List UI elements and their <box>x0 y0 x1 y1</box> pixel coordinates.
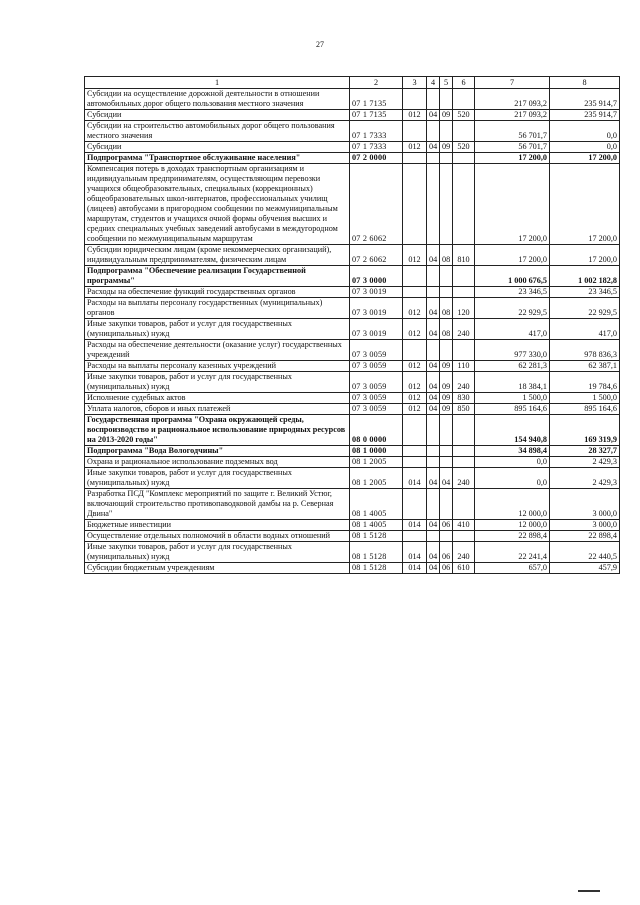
table-row <box>85 319 620 340</box>
row-type <box>453 446 475 457</box>
row-value-2014: 12 000,0 <box>475 489 550 520</box>
row-value-2014: 34 898,4 <box>475 446 550 457</box>
row-subsection <box>440 121 453 142</box>
row-type <box>453 457 475 468</box>
row-type <box>453 153 475 164</box>
row-name: Субсидии <box>85 110 350 121</box>
table-row <box>85 563 620 574</box>
row-value-2014: 1 000 676,5 <box>475 266 550 287</box>
row-section: 04 <box>427 245 440 266</box>
row-subsection <box>440 266 453 287</box>
row-subsection <box>440 489 453 520</box>
row-ministry: 012 <box>403 404 427 415</box>
row-name: Субсидии на осуществление дорожной деятельности в отношении автомобильных дорог общего пользования местного значения <box>85 89 350 110</box>
row-subsection: 09 <box>440 372 453 393</box>
row-value-2015: 28 327,7 <box>550 446 620 457</box>
row-code: 07 1 7135 <box>350 110 403 121</box>
row-ministry: 012 <box>403 393 427 404</box>
row-code: 08 0 0000 <box>350 415 403 446</box>
row-ministry: 014 <box>403 520 427 531</box>
row-value-2014: 22 241,4 <box>475 542 550 563</box>
table-row <box>85 372 620 393</box>
row-value-2015: 978 836,3 <box>550 340 620 361</box>
row-ministry <box>403 153 427 164</box>
table-row <box>85 287 620 298</box>
row-type: 850 <box>453 404 475 415</box>
header-cell: 8 <box>550 77 620 89</box>
row-section: 04 <box>427 298 440 319</box>
header-cell: 4 <box>427 77 440 89</box>
row-value-2015: 3 000,0 <box>550 520 620 531</box>
row-ministry: 014 <box>403 468 427 489</box>
row-name: Иные закупки товаров, работ и услуг для государственных (муниципальных) нужд <box>85 319 350 340</box>
row-subsection: 08 <box>440 245 453 266</box>
table-row <box>85 393 620 404</box>
row-name: Субсидии юридическим лицам (кроме некоммерческих организаций), индивидуальным предпринимателям, физическим лицам <box>85 245 350 266</box>
row-ministry: 012 <box>403 298 427 319</box>
row-subsection <box>440 457 453 468</box>
row-code: 07 3 0059 <box>350 361 403 372</box>
row-subsection <box>440 164 453 245</box>
header-cell: 6 <box>453 77 475 89</box>
row-name: Расходы на обеспечение деятельности (оказание услуг) государственных учреждений <box>85 340 350 361</box>
row-section: 04 <box>427 393 440 404</box>
row-subsection <box>440 415 453 446</box>
row-value-2014: 217 093,2 <box>475 110 550 121</box>
header-cell: 3 <box>403 77 427 89</box>
row-subsection: 06 <box>440 542 453 563</box>
row-name: Расходы на выплаты персоналу государственных (муниципальных) органов <box>85 298 350 319</box>
row-value-2014: 154 940,8 <box>475 415 550 446</box>
row-section <box>427 489 440 520</box>
row-subsection: 04 <box>440 468 453 489</box>
row-ministry <box>403 121 427 142</box>
row-subsection: 09 <box>440 361 453 372</box>
row-subsection <box>440 340 453 361</box>
row-section: 04 <box>427 319 440 340</box>
row-value-2015: 0,0 <box>550 121 620 142</box>
row-subsection: 06 <box>440 563 453 574</box>
row-type <box>453 121 475 142</box>
row-value-2014: 12 000,0 <box>475 520 550 531</box>
row-type <box>453 287 475 298</box>
row-value-2015: 0,0 <box>550 142 620 153</box>
row-type <box>453 164 475 245</box>
row-section <box>427 340 440 361</box>
budget-table <box>84 76 620 574</box>
row-value-2015: 2 429,3 <box>550 468 620 489</box>
row-ministry <box>403 266 427 287</box>
table-row <box>85 489 620 520</box>
row-ministry: 014 <box>403 563 427 574</box>
row-name: Охрана и рациональное использование подземных вод <box>85 457 350 468</box>
row-type: 240 <box>453 319 475 340</box>
row-section <box>427 266 440 287</box>
row-ministry <box>403 340 427 361</box>
row-section: 04 <box>427 542 440 563</box>
row-name: Подпрограмма "Обеспечение реализации Государственной программы" <box>85 266 350 287</box>
table-row <box>85 110 620 121</box>
row-code: 07 3 0059 <box>350 340 403 361</box>
row-type <box>453 531 475 542</box>
row-subsection: 09 <box>440 393 453 404</box>
row-value-2015: 3 000,0 <box>550 489 620 520</box>
row-section: 04 <box>427 142 440 153</box>
row-ministry: 012 <box>403 319 427 340</box>
row-code: 07 1 7135 <box>350 89 403 110</box>
row-subsection <box>440 89 453 110</box>
row-value-2014: 0,0 <box>475 457 550 468</box>
row-type <box>453 340 475 361</box>
row-subsection: 09 <box>440 110 453 121</box>
row-name: Разработка ПСД "Комплекс мероприятий по защите г. Великий Устюг, включающий строительство противопаводковой дамбы на р. Северная Двина" <box>85 489 350 520</box>
row-value-2015: 22 440,5 <box>550 542 620 563</box>
row-section: 04 <box>427 372 440 393</box>
row-code: 07 2 6062 <box>350 245 403 266</box>
row-code: 07 3 0000 <box>350 266 403 287</box>
row-value-2014: 56 701,7 <box>475 142 550 153</box>
row-section <box>427 287 440 298</box>
row-section <box>427 121 440 142</box>
row-type: 240 <box>453 372 475 393</box>
row-ministry <box>403 164 427 245</box>
row-name: Иные закупки товаров, работ и услуг для государственных (муниципальных) нужд <box>85 372 350 393</box>
table-row <box>85 446 620 457</box>
row-name: Расходы на обеспечение функций государственных органов <box>85 287 350 298</box>
row-value-2015: 19 784,6 <box>550 372 620 393</box>
row-section <box>427 531 440 542</box>
row-code: 07 2 0000 <box>350 153 403 164</box>
row-subsection: 06 <box>440 520 453 531</box>
row-section <box>427 164 440 245</box>
row-name: Подпрограмма "Вода Вологодчины" <box>85 446 350 457</box>
row-value-2015: 17 200,0 <box>550 153 620 164</box>
header-row <box>85 77 620 89</box>
row-ministry: 012 <box>403 372 427 393</box>
row-subsection: 09 <box>440 142 453 153</box>
table-row <box>85 266 620 287</box>
row-name: Подпрограмма "Транспортное обслуживание населения" <box>85 153 350 164</box>
row-section: 04 <box>427 563 440 574</box>
table-row <box>85 457 620 468</box>
row-type <box>453 266 475 287</box>
row-type: 240 <box>453 542 475 563</box>
row-type: 240 <box>453 468 475 489</box>
row-name: Бюджетные инвестиции <box>85 520 350 531</box>
row-value-2015: 22 929,5 <box>550 298 620 319</box>
row-code: 07 3 0059 <box>350 372 403 393</box>
row-section: 04 <box>427 520 440 531</box>
table-row <box>85 361 620 372</box>
row-value-2014: 17 200,0 <box>475 153 550 164</box>
row-type: 110 <box>453 361 475 372</box>
row-value-2014: 17 200,0 <box>475 164 550 245</box>
row-name: Государственная программа "Охрана окружающей среды, воспроизводство и рациональное использование природных ресурсов на 2013-2020 годы" <box>85 415 350 446</box>
row-value-2014: 417,0 <box>475 319 550 340</box>
row-value-2015: 1 002 182,8 <box>550 266 620 287</box>
row-subsection <box>440 531 453 542</box>
row-code: 08 1 2005 <box>350 457 403 468</box>
header-cell: 2 <box>350 77 403 89</box>
row-ministry <box>403 457 427 468</box>
table-row <box>85 245 620 266</box>
row-type: 830 <box>453 393 475 404</box>
row-ministry <box>403 489 427 520</box>
row-type: 520 <box>453 142 475 153</box>
row-name: Субсидии бюджетным учреждениям <box>85 563 350 574</box>
row-value-2014: 23 346,5 <box>475 287 550 298</box>
table-row <box>85 340 620 361</box>
row-code: 07 3 0019 <box>350 298 403 319</box>
row-ministry <box>403 89 427 110</box>
row-subsection: 08 <box>440 298 453 319</box>
row-section: 04 <box>427 361 440 372</box>
row-code: 08 1 5128 <box>350 542 403 563</box>
scan-mark <box>578 890 600 892</box>
table-row <box>85 520 620 531</box>
row-section: 04 <box>427 404 440 415</box>
row-value-2015: 17 200,0 <box>550 164 620 245</box>
table-body <box>85 77 620 574</box>
table-row <box>85 298 620 319</box>
row-code: 07 3 0059 <box>350 393 403 404</box>
row-value-2014: 17 200,0 <box>475 245 550 266</box>
row-section <box>427 89 440 110</box>
row-value-2014: 0,0 <box>475 468 550 489</box>
row-code: 07 1 7333 <box>350 121 403 142</box>
row-ministry <box>403 531 427 542</box>
row-code: 07 2 6062 <box>350 164 403 245</box>
row-ministry: 012 <box>403 361 427 372</box>
table-row <box>85 468 620 489</box>
row-value-2014: 657,0 <box>475 563 550 574</box>
row-value-2014: 56 701,7 <box>475 121 550 142</box>
table-row <box>85 164 620 245</box>
row-subsection: 09 <box>440 404 453 415</box>
row-type: 520 <box>453 110 475 121</box>
row-ministry: 012 <box>403 142 427 153</box>
row-type: 810 <box>453 245 475 266</box>
row-code: 07 3 0019 <box>350 287 403 298</box>
table-row <box>85 542 620 563</box>
row-type: 120 <box>453 298 475 319</box>
row-section: 04 <box>427 110 440 121</box>
row-code: 07 3 0019 <box>350 319 403 340</box>
row-value-2014: 18 384,1 <box>475 372 550 393</box>
row-value-2015: 169 319,9 <box>550 415 620 446</box>
row-type: 610 <box>453 563 475 574</box>
row-value-2014: 977 330,0 <box>475 340 550 361</box>
row-value-2015: 1 500,0 <box>550 393 620 404</box>
row-section: 04 <box>427 468 440 489</box>
row-value-2014: 62 281,3 <box>475 361 550 372</box>
row-section <box>427 446 440 457</box>
page-number: 27 <box>316 40 324 49</box>
table-row <box>85 121 620 142</box>
row-code: 07 1 7333 <box>350 142 403 153</box>
table-row <box>85 531 620 542</box>
table-row <box>85 415 620 446</box>
row-value-2015: 417,0 <box>550 319 620 340</box>
header-cell: 7 <box>475 77 550 89</box>
row-ministry <box>403 446 427 457</box>
row-code: 08 1 2005 <box>350 468 403 489</box>
table-row <box>85 142 620 153</box>
row-value-2014: 1 500,0 <box>475 393 550 404</box>
row-value-2015: 22 898,4 <box>550 531 620 542</box>
row-name: Иные закупки товаров, работ и услуг для государственных (муниципальных) нужд <box>85 468 350 489</box>
row-section <box>427 415 440 446</box>
row-value-2015: 62 387,1 <box>550 361 620 372</box>
row-value-2014: 895 164,6 <box>475 404 550 415</box>
row-code: 08 1 5128 <box>350 563 403 574</box>
table-row <box>85 89 620 110</box>
row-value-2015: 2 429,3 <box>550 457 620 468</box>
row-name: Компенсация потерь в доходах транспортным организациям и индивидуальным предпринимателям, осуществляющим перевозки учащихся общеобразовательных, специальных (коррекционных) общеобразовательных школ-интернатов, профессиональных училищ (лицеев) автобусами в пригородном сообщении по межмуниципальным маршрутам, студентов и учащихся очной формы обучения высших и средних специальных учебных заведений автобусами в междугородном сообщении по межмуниципальным маршрутам <box>85 164 350 245</box>
table-row <box>85 404 620 415</box>
row-code: 08 1 5128 <box>350 531 403 542</box>
row-value-2014: 217 093,2 <box>475 89 550 110</box>
header-cell: 5 <box>440 77 453 89</box>
table-row <box>85 153 620 164</box>
row-type <box>453 89 475 110</box>
row-ministry <box>403 415 427 446</box>
row-ministry <box>403 287 427 298</box>
row-type: 410 <box>453 520 475 531</box>
row-name: Субсидии <box>85 142 350 153</box>
row-name: Расходы на выплаты персоналу казенных учреждений <box>85 361 350 372</box>
row-type <box>453 415 475 446</box>
row-code: 07 3 0059 <box>350 404 403 415</box>
row-value-2015: 235 914,7 <box>550 110 620 121</box>
row-value-2014: 22 898,4 <box>475 531 550 542</box>
row-code: 08 1 0000 <box>350 446 403 457</box>
row-section <box>427 153 440 164</box>
row-value-2015: 23 346,5 <box>550 287 620 298</box>
header-cell: 1 <box>85 77 350 89</box>
row-value-2015: 17 200,0 <box>550 245 620 266</box>
row-value-2015: 235 914,7 <box>550 89 620 110</box>
row-name: Иные закупки товаров, работ и услуг для государственных (муниципальных) нужд <box>85 542 350 563</box>
row-subsection <box>440 153 453 164</box>
row-ministry: 012 <box>403 110 427 121</box>
row-name: Исполнение судебных актов <box>85 393 350 404</box>
row-subsection: 08 <box>440 319 453 340</box>
row-code: 08 1 4005 <box>350 520 403 531</box>
row-subsection <box>440 287 453 298</box>
row-code: 08 1 4005 <box>350 489 403 520</box>
row-name: Субсидии на строительство автомобильных дорог общего пользования местного значения <box>85 121 350 142</box>
row-ministry: 014 <box>403 542 427 563</box>
row-name: Уплата налогов, сборов и иных платежей <box>85 404 350 415</box>
row-type <box>453 489 475 520</box>
row-section <box>427 457 440 468</box>
row-value-2015: 457,9 <box>550 563 620 574</box>
row-ministry: 012 <box>403 245 427 266</box>
row-subsection <box>440 446 453 457</box>
row-value-2014: 22 929,5 <box>475 298 550 319</box>
row-name: Осуществление отдельных полномочий в области водных отношений <box>85 531 350 542</box>
row-value-2015: 895 164,6 <box>550 404 620 415</box>
